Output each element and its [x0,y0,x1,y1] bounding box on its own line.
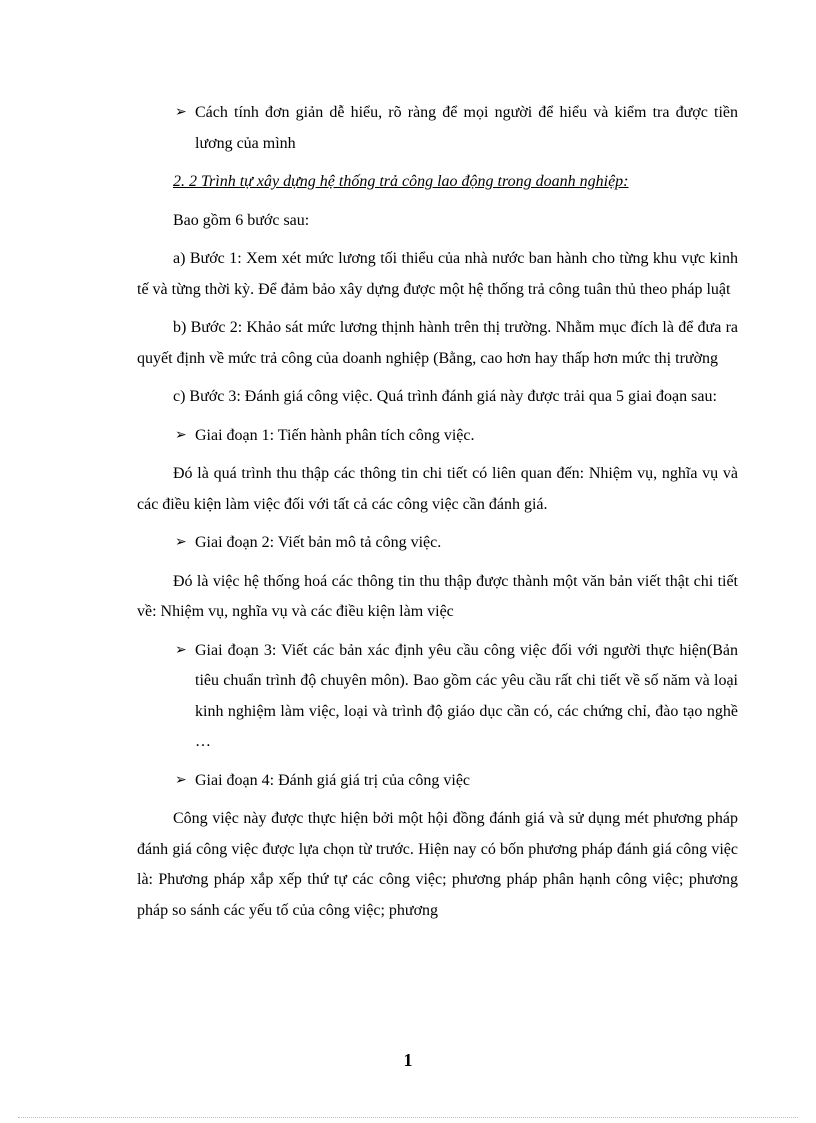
bullet-item [137,636,738,758]
bullet-text: Giai đoạn 4: Đánh giá giá trị của công việc [195,771,471,789]
bullet-item [137,528,738,559]
bullet-item [137,766,738,797]
paragraph: b) Bước 2: Khảo sát mức lương thịnh hành trên thị trường. Nhằm mục đích là để đưa ra quyết định về mức trả công của doanh nghiệp (Bằng, cao hơn hay thấp hơn mức thị trường [137,319,738,367]
paragraph: c) Bước 3: Đánh giá công việc. Quá trình đánh giá này được trải qua 5 giai đoạn sau: [173,388,717,405]
bullet-item [137,421,738,452]
paragraph: a) Bước 1: Xem xét mức lương tối thiểu của nhà nước ban hành cho từng khu vực kinh tế và từng thời kỳ. Để đảm bảo xây dựng được một hệ thống trả công tuân thủ theo pháp luật [137,250,738,298]
paragraph: Đó là quá trình thu thập các thông tin chi tiết có liên quan đến: Nhiệm vụ, nghĩa vụ và các điều kiện làm việc đối với tất cả các công việc cần đánh giá. [137,465,738,513]
section-heading: 2. 2 Trình tự xây dựng hệ thống trả công lao động trong doanh nghiệp: [173,173,629,190]
bullet-text: Giai đoạn 2: Viết bản mô tả công việc. [195,534,442,551]
page-number: 1 [403,1050,413,1070]
bullet-text: Cách tính đơn giản dễ hiểu, rõ ràng để mọi người để hiểu và kiểm tra được tiền lương của mình [195,104,738,152]
bullet-item [137,98,738,159]
arrow-bullet-icon: ➢ [175,105,187,120]
paragraph: Công việc này được thực hiện bởi một hội đồng đánh giá và sử dụng mét phương pháp đánh giá công việc được lựa chọn từ trước. Hiện nay có bốn phương pháp đánh giá công việc là: Phương pháp xắp xếp thứ tự các công việc; phương pháp phân hạnh công việc; phương pháp so sánh các yếu tố của công việc; phương [137,810,738,919]
paragraph: Bao gồm 6 bước sau: [173,211,310,229]
bullet-text: Giai đoạn 1: Tiến hành phân tích công việc. [195,426,475,444]
arrow-bullet-icon: ➢ [175,642,187,658]
paragraph: Đó là việc hệ thống hoá các thông tin thu thập được thành một văn bản viết thật chi tiết về: Nhiệm vụ, nghĩa vụ và các điều kiện làm việc [137,572,738,620]
arrow-bullet-icon: ➢ [175,772,187,788]
page-bottom-divider [18,1117,798,1118]
bullet-text: Giai đoạn 3: Viết các bản xác định yêu cầu công việc đối với người thực hiện(Bản tiêu chuẩn trình độ chuyên môn). Bao gồm các yêu cầu rất chi tiết về số năm và loại kinh nghiệm làm việc, loại và trình độ giáo dục cần có, các chứng chỉ, đào tạo nghề … [195,641,738,750]
document-body [137,98,738,926]
arrow-bullet-icon: ➢ [175,535,187,550]
arrow-bullet-icon: ➢ [175,427,187,443]
